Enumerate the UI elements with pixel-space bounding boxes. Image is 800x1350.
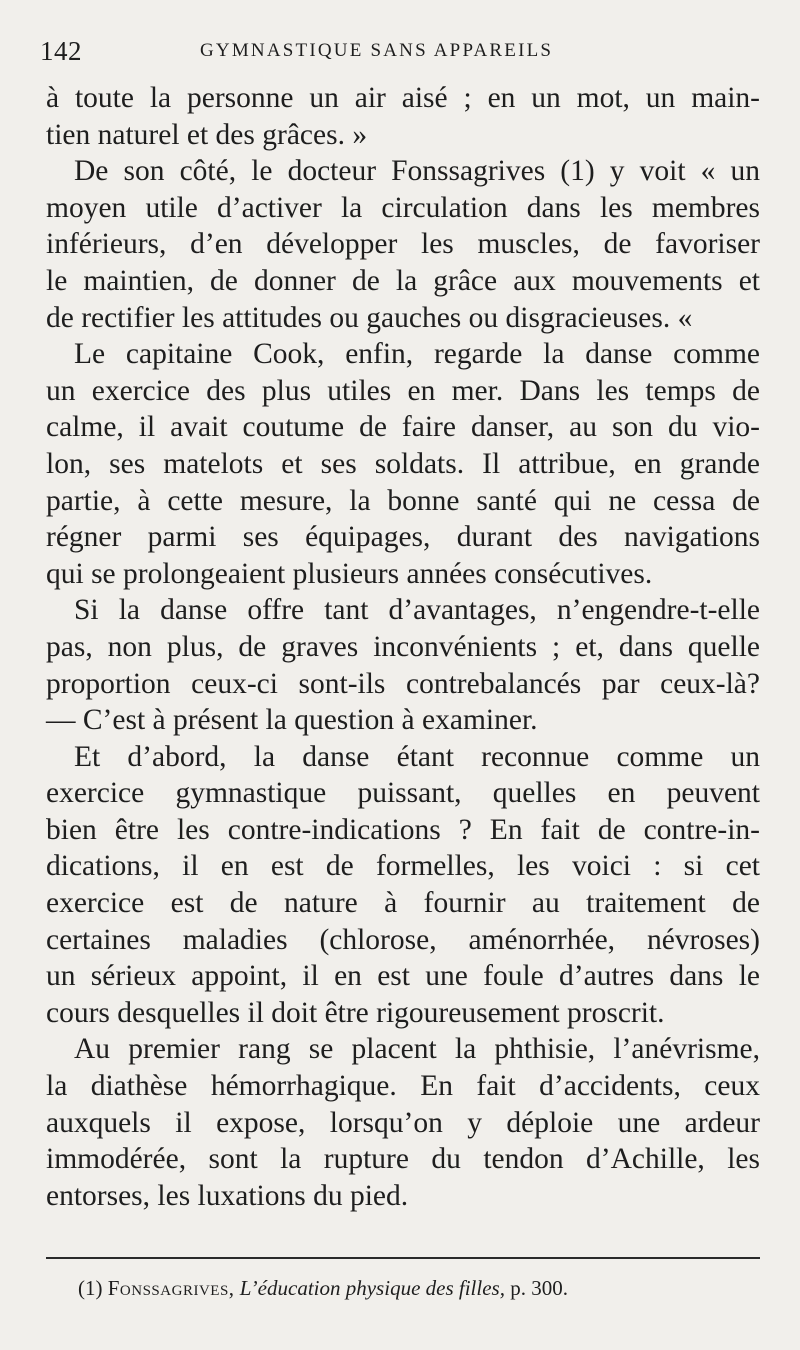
paragraph <box>46 153 760 336</box>
text-line: à toute la personne un air aisé ; en un mot, un main- <box>46 82 760 114</box>
running-head: GYMNASTIQUE SANS APPAREILS <box>200 40 554 61</box>
text-line: régner parmi ses équipages, durant des navigations <box>46 521 760 554</box>
text-line: cours desquelles il doit être rigoureusement proscrit. <box>46 996 665 1029</box>
text-line: la diathèse hémorrhagique. En fait d’accidents, ceux <box>46 1070 760 1103</box>
text-line: qui se prolongeaient plusieurs années consécutives. <box>46 557 653 590</box>
text-line: immodérée, sont la rupture du tendon d’Achille, les <box>46 1143 760 1176</box>
paragraph <box>46 80 760 153</box>
text-line: dications, il en est de formelles, les voici : si cet <box>46 850 760 883</box>
text-line: un sérieux appoint, il en est une foule d’autres dans le <box>46 960 760 993</box>
footnote-author: Fonssagrives, <box>107 1276 235 1300</box>
footnote <box>78 1275 758 1301</box>
footnote-page-ref: p. 300. <box>510 1276 568 1300</box>
text-line: le maintien, de donner de la grâce aux mouvements et <box>46 264 760 297</box>
text-line: De son côté, le docteur Fonssagrives (1) y voit « un <box>74 155 760 188</box>
text-line: un exercice des plus utiles en mer. Dans les temps de <box>46 374 760 407</box>
text-line: — C’est à présent la question à examiner. <box>46 704 538 737</box>
footnote-marker: (1) <box>78 1276 103 1300</box>
text-line: Au premier rang se placent la phthisie, l’anévrisme, <box>74 1033 760 1066</box>
text-line: entorses, les luxations du pied. <box>46 1179 409 1212</box>
text-line: calme, il avait coutume de faire danser, au son du vio- <box>46 411 760 444</box>
paragraph <box>46 1031 760 1214</box>
footnote-title: L’éducation physique des filles, <box>239 1276 505 1300</box>
footnote-rule <box>46 1257 760 1259</box>
text-line: Le capitaine Cook, enfin, regarde la danse comme <box>74 338 760 371</box>
text-line: inférieurs, d’en développer les muscles, de favoriser <box>46 228 760 261</box>
text-line: certaines maladies (chlorose, aménorrhée, névroses) <box>46 923 760 956</box>
text-line: exercice gymnastique puissant, quelles en peuvent <box>46 777 760 810</box>
text-line: Et d’abord, la danse étant reconnue comme un <box>74 740 760 773</box>
text-line: pas, non plus, de graves inconvénients ; et, dans quelle <box>46 630 760 663</box>
paragraph <box>46 739 760 1032</box>
paragraph <box>46 592 760 738</box>
text-line: Si la danse offre tant d’avantages, n’engendre-t-elle <box>74 594 760 627</box>
text-line: auxquels il expose, lorsqu’on y déploie une ardeur <box>46 1106 760 1139</box>
paragraph <box>46 336 760 592</box>
body-text <box>46 80 760 1214</box>
text-line: exercice est de nature à fournir au traitement de <box>46 887 760 920</box>
page-number: 142 <box>40 36 82 66</box>
text-line: tien naturel et des grâces. » <box>46 118 368 151</box>
text-line: moyen utile d’activer la circulation dans les membres <box>46 191 760 224</box>
text-line: proportion ceux-ci sont-ils contrebalancés par ceux-là? <box>46 667 760 700</box>
text-line: bien être les contre-indications ? En fait de contre-in- <box>46 813 760 846</box>
text-line: de rectifier les attitudes ou gauches ou disgracieuses. « <box>46 301 693 334</box>
text-line: lon, ses matelots et ses soldats. Il attribue, en grande <box>46 447 760 480</box>
page-header <box>40 36 740 68</box>
text-line: partie, à cette mesure, la bonne santé qui ne cessa de <box>46 484 760 517</box>
